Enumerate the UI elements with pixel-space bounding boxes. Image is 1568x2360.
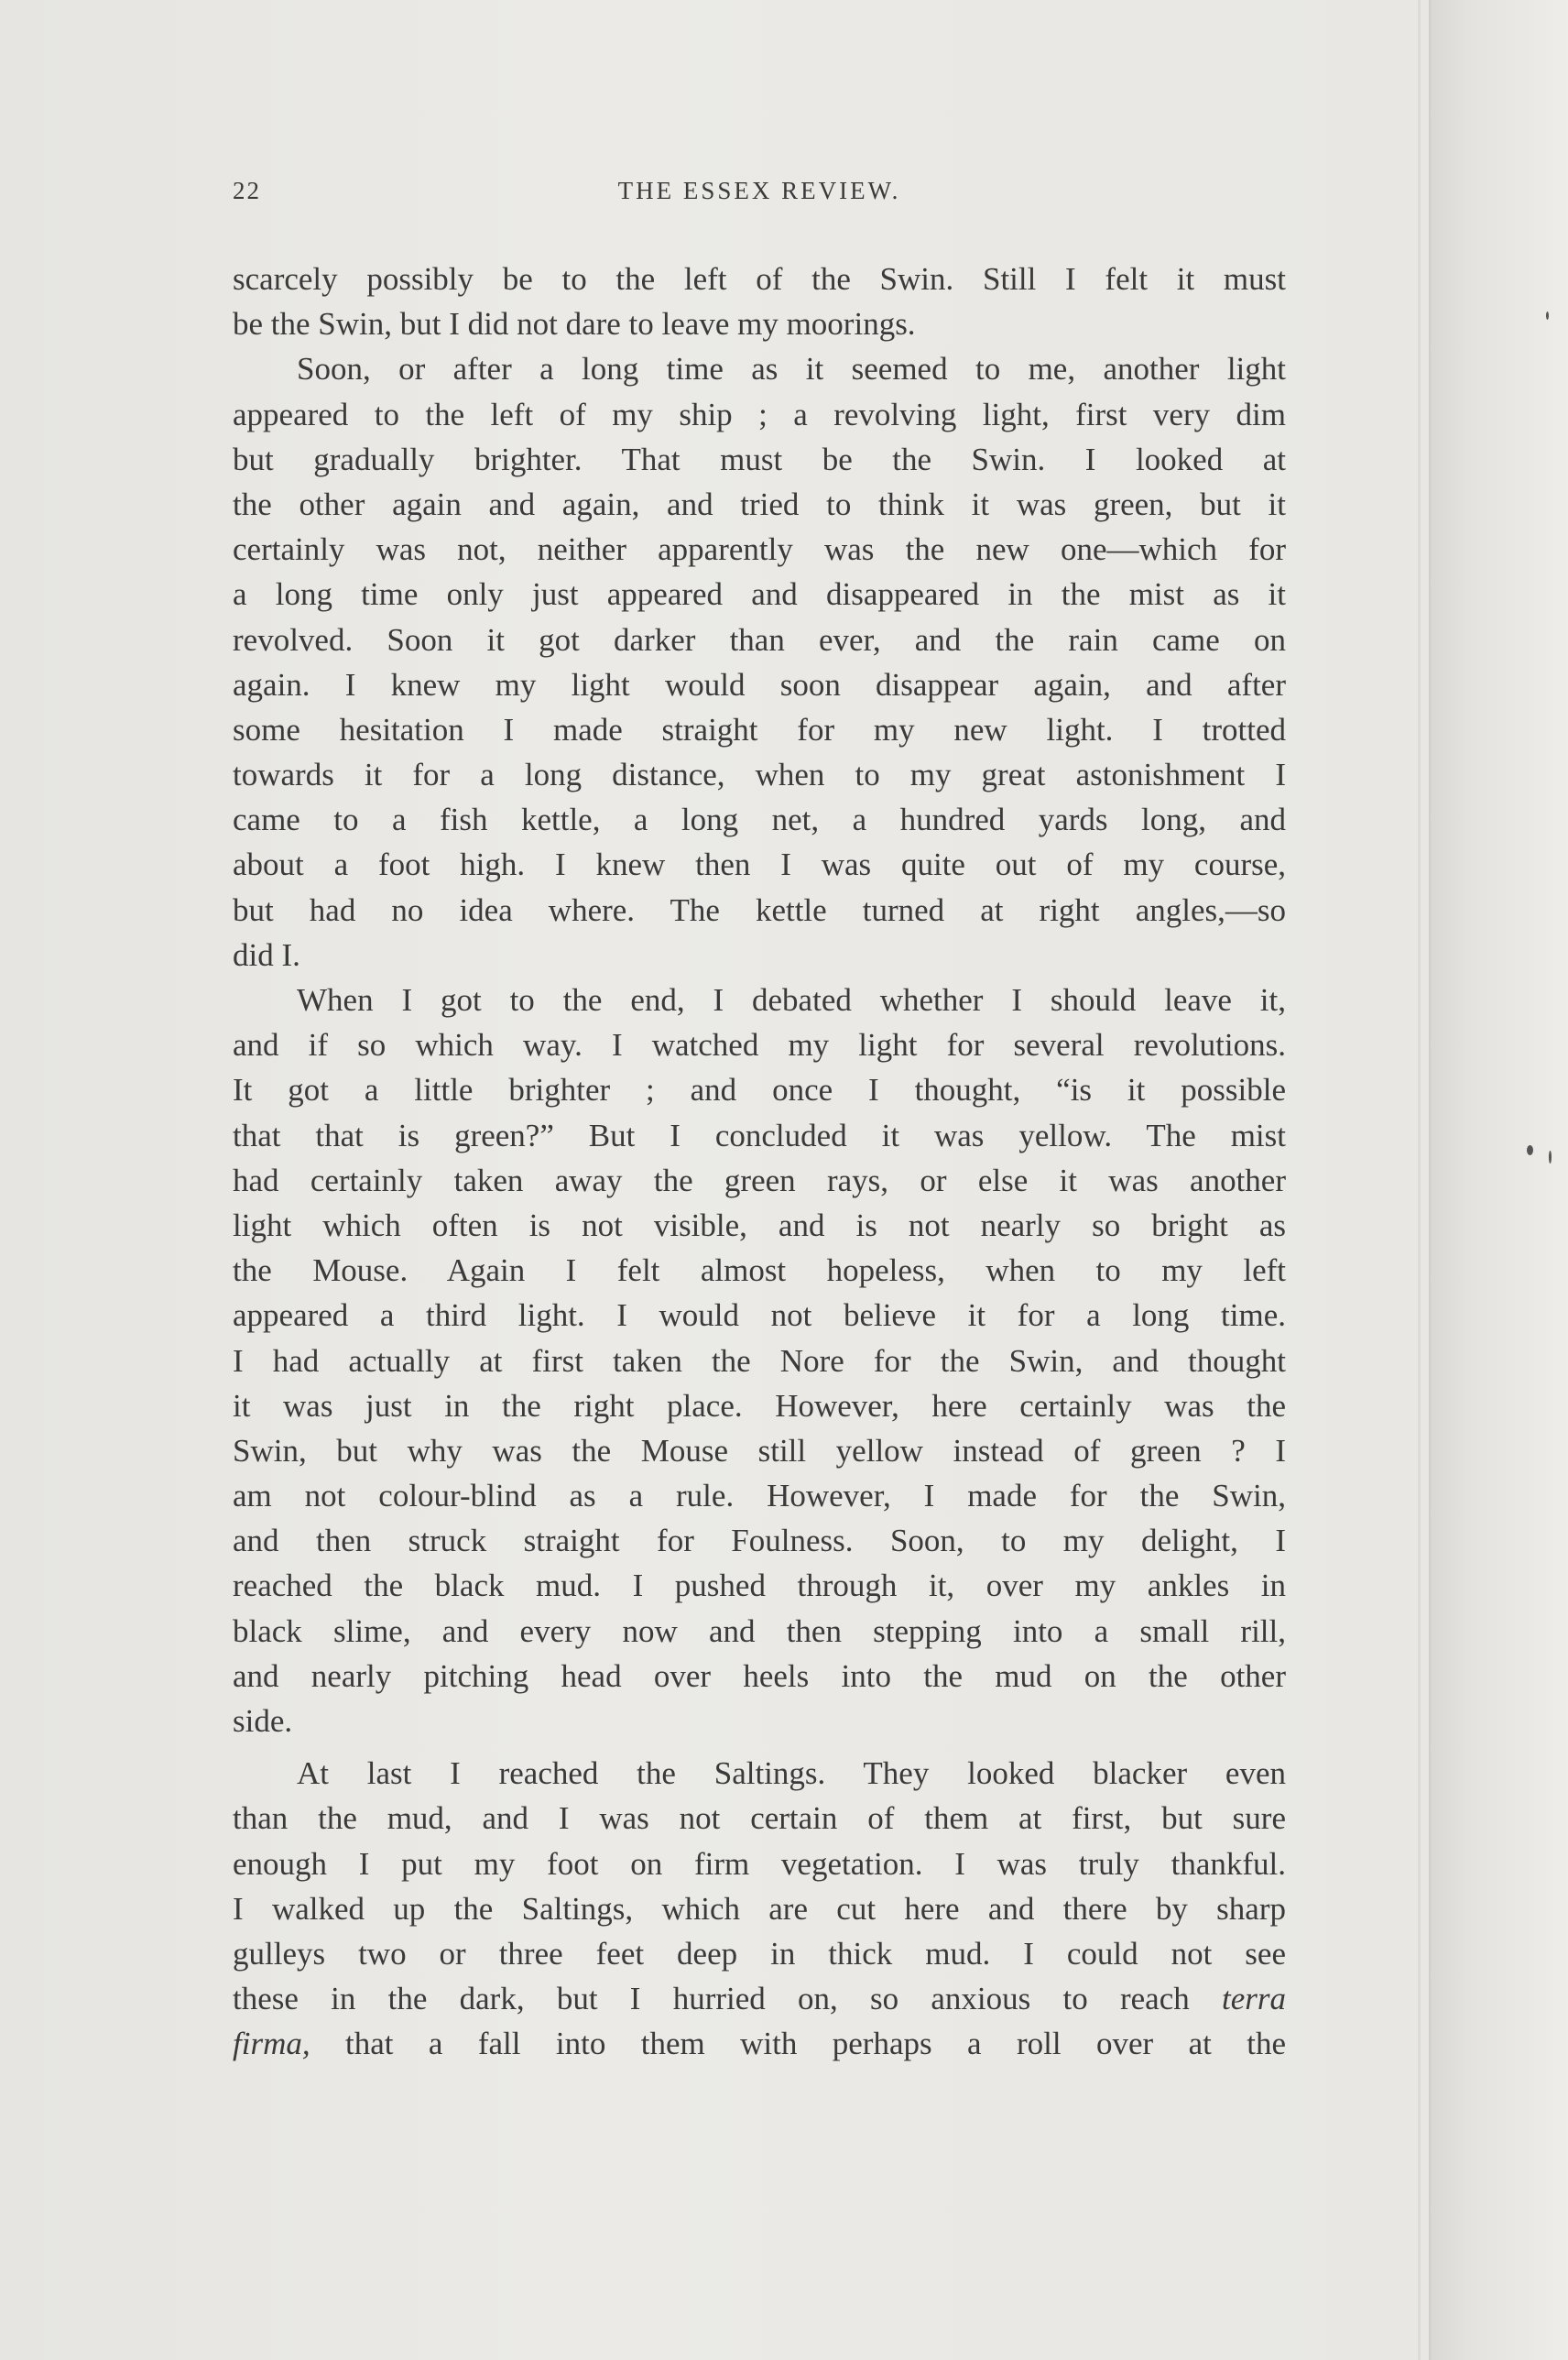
text-line: than the mud, and I was not certain of them at first, but sure (233, 1800, 1286, 1837)
text-line: the Mouse. Again I felt almost hopeless, when to my left (233, 1252, 1286, 1289)
text-line: Swin, but why was the Mouse still yellow instead of green ? I (233, 1432, 1286, 1469)
text-line: be the Swin, but I did not dare to leave my moorings. (233, 306, 916, 343)
italic-text: firma, (233, 2026, 310, 2062)
text-line: and if so which way. I watched my light for several revolutions. (233, 1027, 1286, 1064)
text-line: the other again and again, and tried to think it was green, but it (233, 486, 1286, 522)
text-line: but gradually brighter. That must be the Swin. I looked at (233, 441, 1286, 477)
text-line-with-italic (233, 1976, 1286, 2021)
ink-speck (1549, 1151, 1552, 1164)
page-number: 22 (233, 177, 261, 204)
text-line: towards it for a long distance, when to my great astonishment I (233, 757, 1286, 793)
text-line: about a foot high. I knew then I was quite out of my course, (233, 847, 1286, 883)
paragraph-start-line: When I got to the end, I debated whether I should leave it, (297, 982, 1286, 1018)
text-line: scarcely possibly be to the left of the Swin. Still I felt it must (233, 261, 1286, 297)
text-line: and then struck straight for Foulness. Soon, to my delight, I (233, 1523, 1286, 1559)
text-line: side. (233, 1703, 293, 1739)
text-line: that that is green?” But I concluded it was yellow. The mist (233, 1117, 1286, 1153)
text-line: reached the black mud. I pushed through it, over my ankles in (233, 1568, 1286, 1604)
ink-speck (1546, 311, 1549, 320)
italic-text: terra (1222, 1981, 1286, 2017)
text-line: did I. (233, 936, 300, 973)
text-line: I had actually at first taken the Nore for the Swin, and thought (233, 1342, 1286, 1379)
text-line-with-italic (233, 2021, 1286, 2066)
text-segment: these in the dark, but I hurried on, so anxious to reach (233, 1981, 1190, 2017)
text-line: light which often is not visible, and is not nearly so bright as (233, 1207, 1286, 1243)
text-line: appeared a third light. I would not believe it for a long time. (233, 1297, 1286, 1334)
page-fold-shadow (1418, 0, 1421, 2360)
text-line: and nearly pitching head over heels into the mud on the other (233, 1657, 1286, 1694)
text-line: it was just in the right place. However, here certainly was the (233, 1387, 1286, 1424)
text-line: revolved. Soon it got darker than ever, and the rain came on (233, 621, 1286, 658)
text-line: appeared to the left of my ship ; a revolving light, first very dim (233, 396, 1286, 432)
text-line: am not colour-blind as a rule. However, I made for the Swin, (233, 1478, 1286, 1514)
text-line: gulleys two or three feet deep in thick mud. I could not see (233, 1935, 1286, 1972)
text-line: a long time only just appeared and disappeared in the mist as it (233, 576, 1286, 613)
running-head (233, 177, 1286, 213)
text-line: certainly was not, neither apparently was the new one—which for (233, 531, 1286, 568)
text-segment: that a fall into them with perhaps a roll over at the (345, 2026, 1286, 2062)
text-line: came to a fish kettle, a long net, a hundred yards long, and (233, 802, 1286, 838)
paragraph-start-line: Soon, or after a long time as it seemed to me, another light (297, 351, 1286, 388)
ink-speck (1527, 1145, 1533, 1155)
adjacent-page-edge (1429, 0, 1568, 2360)
journal-title: THE ESSEX REVIEW. (617, 177, 901, 204)
paragraph-start-line: At last I reached the Saltings. They looked blacker even (297, 1755, 1286, 1792)
text-line: some hesitation I made straight for my new light. I trotted (233, 711, 1286, 748)
text-line: but had no idea where. The kettle turned at right angles,—so (233, 891, 1286, 928)
text-line: It got a little brighter ; and once I thought, “is it possible (233, 1072, 1286, 1109)
text-line: again. I knew my light would soon disappear again, and after (233, 666, 1286, 703)
text-line: enough I put my foot on firm vegetation. I was truly thankful. (233, 1845, 1286, 1882)
text-line: I walked up the Saltings, which are cut here and there by sharp (233, 1890, 1286, 1927)
body-text (233, 257, 1286, 2067)
text-line: had certainly taken away the green rays, or else it was another (233, 1162, 1286, 1198)
text-line: black slime, and every now and then stepping into a small rill, (233, 1612, 1286, 1649)
